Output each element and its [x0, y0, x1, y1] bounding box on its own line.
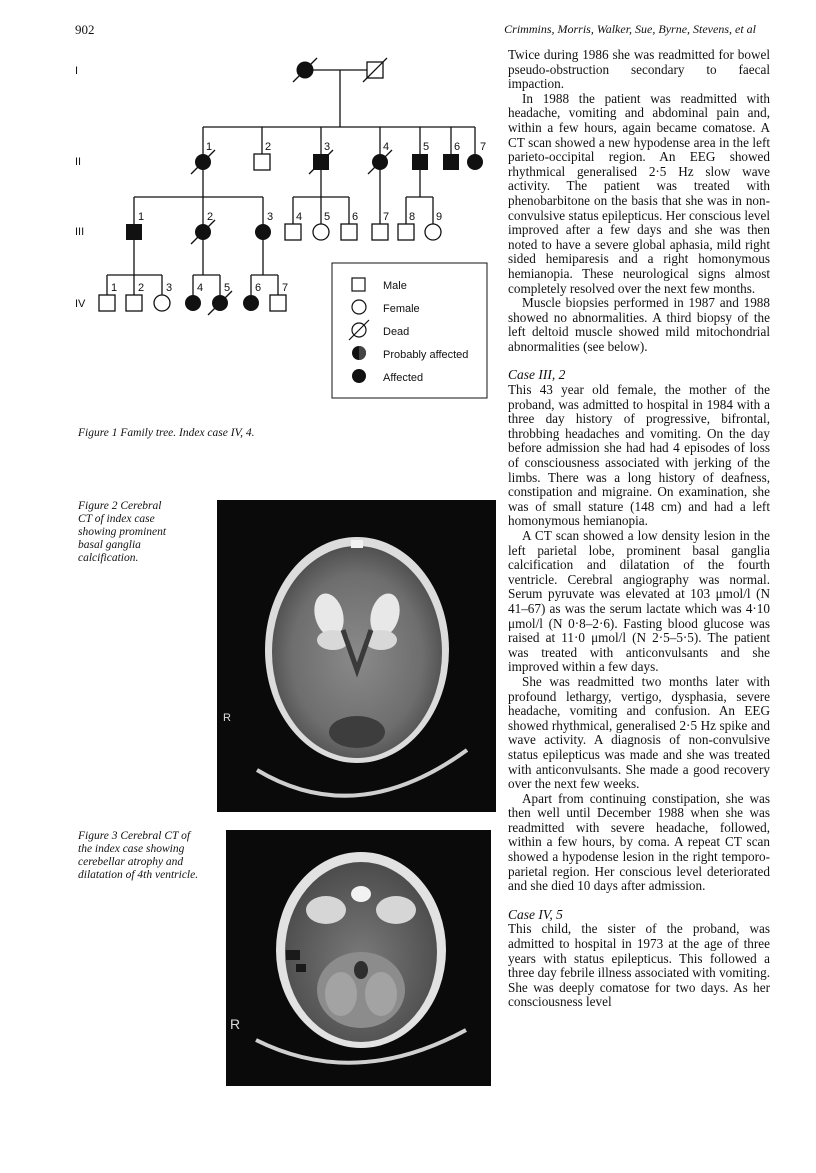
legend-male-symbol — [352, 278, 365, 291]
ct-orientation-marker: R — [230, 1016, 241, 1032]
pedigree-number: 7 — [480, 141, 487, 153]
pedigree-individual — [293, 58, 317, 82]
pedigree-number: 5 — [324, 211, 331, 223]
legend-affected-symbol — [352, 369, 366, 383]
paragraph: This child, the sister of the proband, was admitted to hospital in 1973 at the age of three years with status epilepticus. This followed a three day febrile illness associated with vomiting. She was deeply comatose for two days. As her consciousness level — [508, 921, 770, 1010]
pedigree-number: 1 — [111, 282, 118, 294]
pedigree-number: 7 — [383, 211, 390, 223]
pedigree-individual — [154, 295, 170, 311]
pedigree-individual — [398, 224, 414, 240]
generation-label-2: II — [75, 156, 82, 168]
pedigree-number: 2 — [207, 211, 214, 223]
pedigree-number: 1 — [206, 141, 213, 153]
body-text-column — [508, 48, 770, 1010]
pedigree-number: 3 — [166, 282, 173, 294]
paragraph: Apart from continuing constipation, she was then well until December 1988 when she was readmitted with severe headache, followed, within a few hours, by coma. A repeat CT scan showed a hypodense lesion in the right temporo-parietal region. Her conscious level deteriorated and she died 10 days after admission. — [508, 790, 770, 894]
pedigree-individual — [412, 154, 428, 170]
pedigree-individual — [313, 224, 329, 240]
pedigree-individual — [270, 295, 286, 311]
pedigree-number: 9 — [436, 211, 443, 223]
pedigree-individual — [467, 154, 483, 170]
pedigree-individual — [243, 295, 259, 311]
running-header-authors: Crimmins, Morris, Walker, Sue, Byrne, Stevens, et al — [504, 22, 756, 36]
legend-male-label: Male — [383, 280, 407, 292]
pedigree-number: 4 — [296, 211, 303, 223]
paragraph: In 1988 the patient was readmitted with headache, vomiting and abdominal pain and, within a few hours, again became comatose. A CT scan showed a new hypodense area in the left parieto-occipital region. An EEG showed rhythmical generalised 2·5 Hz slow wave activity. The patient was treated with phenobarbitone on the basis that she was in non-convulsive status epilepticus. Her conscious level improved after a few days and she was then noted to have a severe global aphasia, mild right sided hemiparesis and a right homonymous hemianopia. These neurological signs almost completely resolved over the next few months. — [508, 90, 770, 296]
paragraph: This 43 year old female, the mother of the proband, was admitted to hospital in 1984 with a three day history of progressive, bifrontal, throbbing headaches and vomiting. On the day before admission she had had 4 episodes of loss of consciousness associated with jerking of the limbs. There was a long history of deafness, constipation and migraine. On examination, she was of small stature (148 cm) and had a left homonymous hemianopia. — [508, 382, 770, 529]
generation-label-3: III — [75, 226, 85, 238]
section-heading-case-iv-5: Case IV, 5 — [508, 906, 563, 922]
pedigree-individual — [254, 154, 270, 170]
pedigree-number: 5 — [423, 141, 430, 153]
ct-orientation-marker: R — [223, 712, 231, 724]
pedigree-individual — [126, 295, 142, 311]
generation-label-4: IV — [75, 298, 86, 310]
paragraph: She was readmitted two months later with profound lethargy, vertigo, dysphasia, severe headache, vomiting and confusion. An EEG showed rhythmical, generalised 2·5 Hz spike and wave activity. A diagnosis of non-convulsive status epilepticus was made and she was treated with anticonvulsants. She made a good recovery over the next few weeks. — [508, 673, 770, 792]
pedigree-individual — [425, 224, 441, 240]
pedigree-number: 3 — [324, 141, 331, 153]
generation-label-1: I — [75, 65, 79, 77]
page-number: 902 — [75, 22, 95, 37]
section-heading-case-iii-2: Case III, 2 — [508, 367, 566, 383]
pedigree-number: 6 — [255, 282, 262, 294]
pedigree-legend — [332, 263, 487, 398]
pedigree-individual — [372, 224, 388, 240]
pedigree-lines — [107, 70, 475, 295]
ct-scan-image-basal-ganglia — [217, 500, 496, 812]
pedigree-number: 4 — [383, 141, 390, 153]
pedigree-number: 5 — [224, 282, 231, 294]
legend-affected-label: Affected — [383, 372, 424, 384]
pedigree-chart — [55, 45, 495, 405]
legend-female-label: Female — [383, 303, 420, 315]
pedigree-individual — [285, 224, 301, 240]
pedigree-individual — [255, 224, 271, 240]
paragraph: A CT scan showed a low density lesion in the left parietal lobe, prominent basal ganglia calcification and dilatation of the fourth ventricle. Cerebral angiography was normal. Serum pyruvate was elevated at 103 μmol/l (N 41–67) as was the serum lactate which was 4·10 μmol/l (N 0·8–2·6). Fasting blood glucose was raised at 11·0 μmol/l (N 2·5–5·5). The patient was treated with anticonvulsants and she improved within a few days. — [508, 528, 770, 675]
legend-probably-affected-symbol — [352, 346, 366, 360]
pedigree-individual — [99, 295, 115, 311]
pedigree-individual — [185, 295, 201, 311]
legend-probably-affected-label: Probably affected — [383, 349, 469, 361]
pedigree-individual — [341, 224, 357, 240]
pedigree-number: 1 — [138, 211, 145, 223]
figure-1-caption: Figure 1 Family tree. Index case IV, 4. — [78, 427, 255, 439]
pedigree-number: 6 — [352, 211, 359, 223]
paragraph: Muscle biopsies performed in 1987 and 1988 showed no abnormalities. A third biopsy of the left deltoid muscle showed mild mitochondrial abnormalities (see below). — [508, 295, 770, 354]
pedigree-number: 2 — [265, 141, 272, 153]
pedigree-number: 4 — [197, 282, 204, 294]
pedigree-number: 8 — [409, 211, 416, 223]
pedigree-individual — [126, 224, 142, 240]
ct-scan-image-cerebellum — [226, 830, 491, 1086]
paragraph: Twice during 1986 she was readmitted for bowel pseudo-obstruction secondary to faecal impaction. — [508, 47, 770, 92]
legend-dead-label: Dead — [383, 326, 410, 338]
pedigree-number: 6 — [454, 141, 461, 153]
pedigree-individual — [363, 58, 387, 82]
pedigree-number: 7 — [282, 282, 289, 294]
pedigree-number: 3 — [267, 211, 274, 223]
figure-3-caption: Figure 3 Cerebral CT of the index case showing cerebellar atrophy and dilatation of 4th ventricle. — [78, 830, 199, 881]
pedigree-individual — [443, 154, 459, 170]
legend-female-symbol — [352, 300, 366, 314]
pedigree-number: 2 — [138, 282, 145, 294]
figure-2-caption: Figure 2 Cerebral CT of index case showing prominent basal ganglia calcification. — [78, 500, 167, 564]
